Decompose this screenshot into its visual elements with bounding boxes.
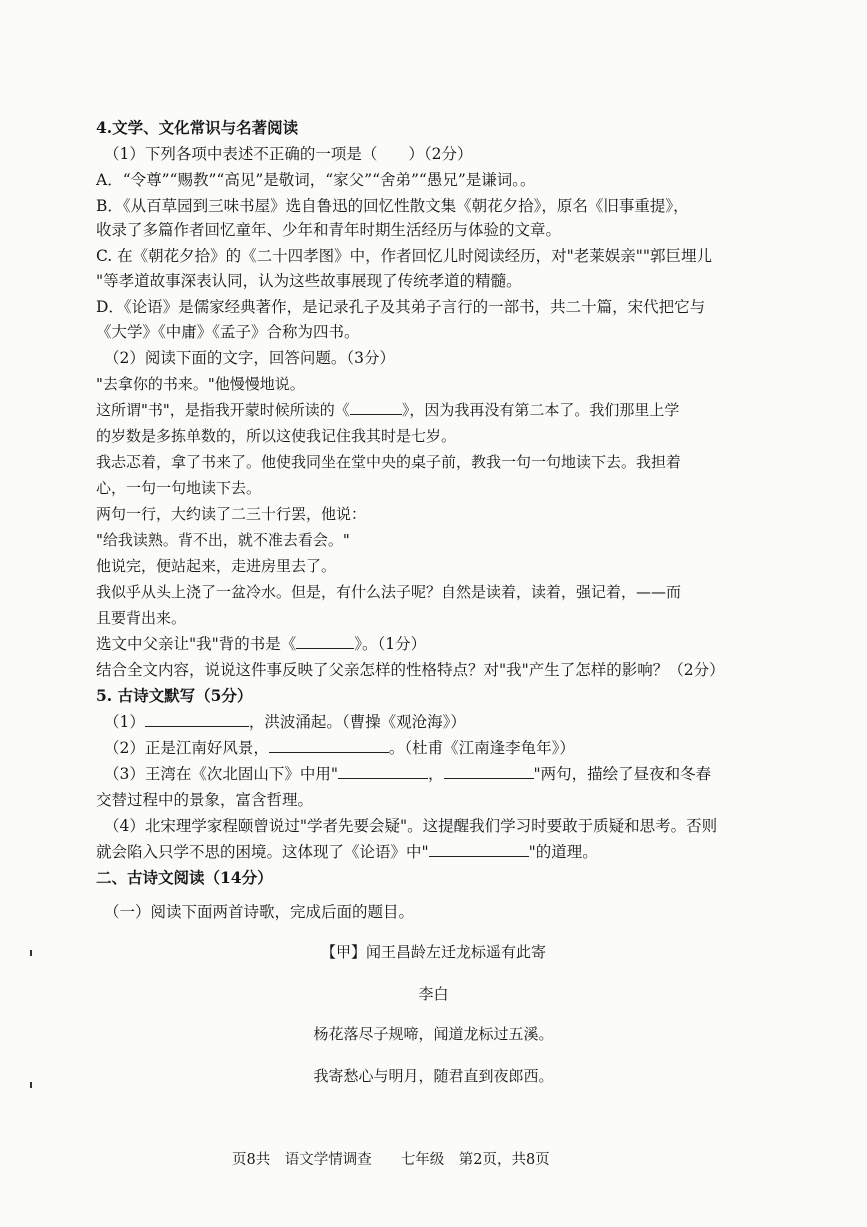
passage-line-3: 的岁数是多拣单数的，所以这使我记住我其时是七岁。 bbox=[96, 427, 457, 445]
sub-question-1: 选文中父亲让"我"背的书是《 》。（1分） bbox=[96, 635, 427, 653]
page-footer: 页8共 语文学情调查 七年级 第2页，共8页 bbox=[232, 1152, 550, 1168]
option-d-line2: 《大学》《中庸》《孟子》合称为四书。 bbox=[96, 323, 360, 341]
recite-blank-4[interactable] bbox=[429, 842, 529, 857]
scan-speck bbox=[30, 950, 32, 956]
recite-4-continued: 就会陷入只学不思的困境。这体现了《论语》中" "的道理。 bbox=[96, 843, 598, 861]
poem-title: 【甲】闻王昌龄左迁龙标遥有此寄 bbox=[320, 943, 546, 961]
option-c-line2: "等孝道故事深表认同，认为这些故事展现了传统孝道的精髓。 bbox=[96, 272, 522, 290]
option-b-line2: 收录了多篇作者回忆童年、少年和青年时期生活经历与体验的文章。 bbox=[96, 221, 562, 239]
recite-3: （3）王湾在《次北固山下》中用" ， "两句，描绘了昼夜和冬春 bbox=[104, 765, 712, 783]
poem-line-1: 杨花落尽子规啼，闻道龙标过五溪。 bbox=[313, 1025, 554, 1043]
recite-4: （4）北宋理学家程颐曾说过"学者先要会疑"。这提醒我们学习时要敢于质疑和思考。否则 bbox=[104, 817, 718, 835]
scan-speck bbox=[30, 1082, 32, 1088]
passage-line-8: 他说完，便站起来，走进房里去了。 bbox=[96, 557, 337, 575]
book-blank-1[interactable] bbox=[350, 400, 402, 415]
option-d-line1: D．《论语》是儒家经典著作，是记录孔子及其弟子言行的一部书，共二十篇，宋代把它与 bbox=[96, 298, 706, 316]
recite-3-continued: 交替过程中的景象，富含哲理。 bbox=[96, 791, 314, 809]
passage-line-4: 我忐忑着，拿了书来了。他使我同坐在堂中央的桌子前，教我一句一句地读下去。我担着 bbox=[96, 453, 682, 471]
passage-line-5: 心，一句一句地读下去。 bbox=[96, 479, 262, 497]
part2-heading: 二、古诗文阅读（14分） bbox=[96, 868, 273, 887]
recite-blank-3a[interactable] bbox=[338, 764, 428, 779]
question-2: （2）阅读下面的文字，回答问题。（3分） bbox=[104, 349, 395, 367]
recite-blank-2[interactable] bbox=[269, 738, 389, 753]
recite-1: （1） ，洪波涌起。（曹操《观沧海》） bbox=[104, 713, 466, 731]
part2-intro: （一）阅读下面两首诗歌，完成后面的题目。 bbox=[104, 903, 415, 921]
option-b-line1: B．《从百草园到三味书屋》选自鲁迅的回忆性散文集《朝花夕拾》，原名《旧事重提》， bbox=[96, 197, 689, 215]
sub-question-2: 结合全文内容，说说这件事反映了父亲怎样的性格特点？对"我"产生了怎样的影响？（2分） bbox=[96, 661, 725, 679]
section5-heading: 5. 古诗文默写（5分） bbox=[96, 686, 253, 705]
passage-line-2: 这所谓"书"，是指我开蒙时候所读的《 》，因为我再没有第二本了。我们那里上学 bbox=[96, 401, 680, 419]
passage-line-7: "给我读熟。背不出，就不准去看会。" bbox=[96, 531, 350, 549]
passage-line-9: 我似乎从头上浇了一盆冷水。但是，有什么法子呢？自然是读着，读着，强记着，——而 bbox=[96, 583, 682, 601]
option-a: A．“令尊”“赐教”“高见”是敬词，“家父”“舍弟”“愚兄”是谦词。。 bbox=[96, 171, 536, 189]
recite-blank-1[interactable] bbox=[145, 712, 249, 727]
book-blank-2[interactable] bbox=[296, 634, 354, 649]
passage-line-6: 两句一行，大约读了二三十行罢，他说： bbox=[96, 505, 367, 523]
poem-author: 李白 bbox=[418, 985, 449, 1003]
option-c-line1: C. 在《朝花夕拾》的《二十四孝图》中，作者回忆儿时阅读经历，对"老莱娱亲""郭巨埋儿 bbox=[96, 247, 713, 265]
passage-line-10: 且要背出来。 bbox=[96, 609, 187, 627]
poem-line-2: 我寄愁心与明月，随君直到夜郎西。 bbox=[313, 1067, 554, 1085]
section4-heading: 4.文学、文化常识与名著阅读 bbox=[96, 118, 299, 137]
question-1: （1）下列各项中表述不正确的一项是（ ）（2分） bbox=[104, 145, 473, 163]
recite-blank-3b[interactable] bbox=[444, 764, 534, 779]
recite-2: （2）正是江南好风景， 。（杜甫《江南逢李龟年》） bbox=[104, 739, 575, 757]
passage-line-1: "去拿你的书来。"他慢慢地说。 bbox=[96, 375, 305, 393]
